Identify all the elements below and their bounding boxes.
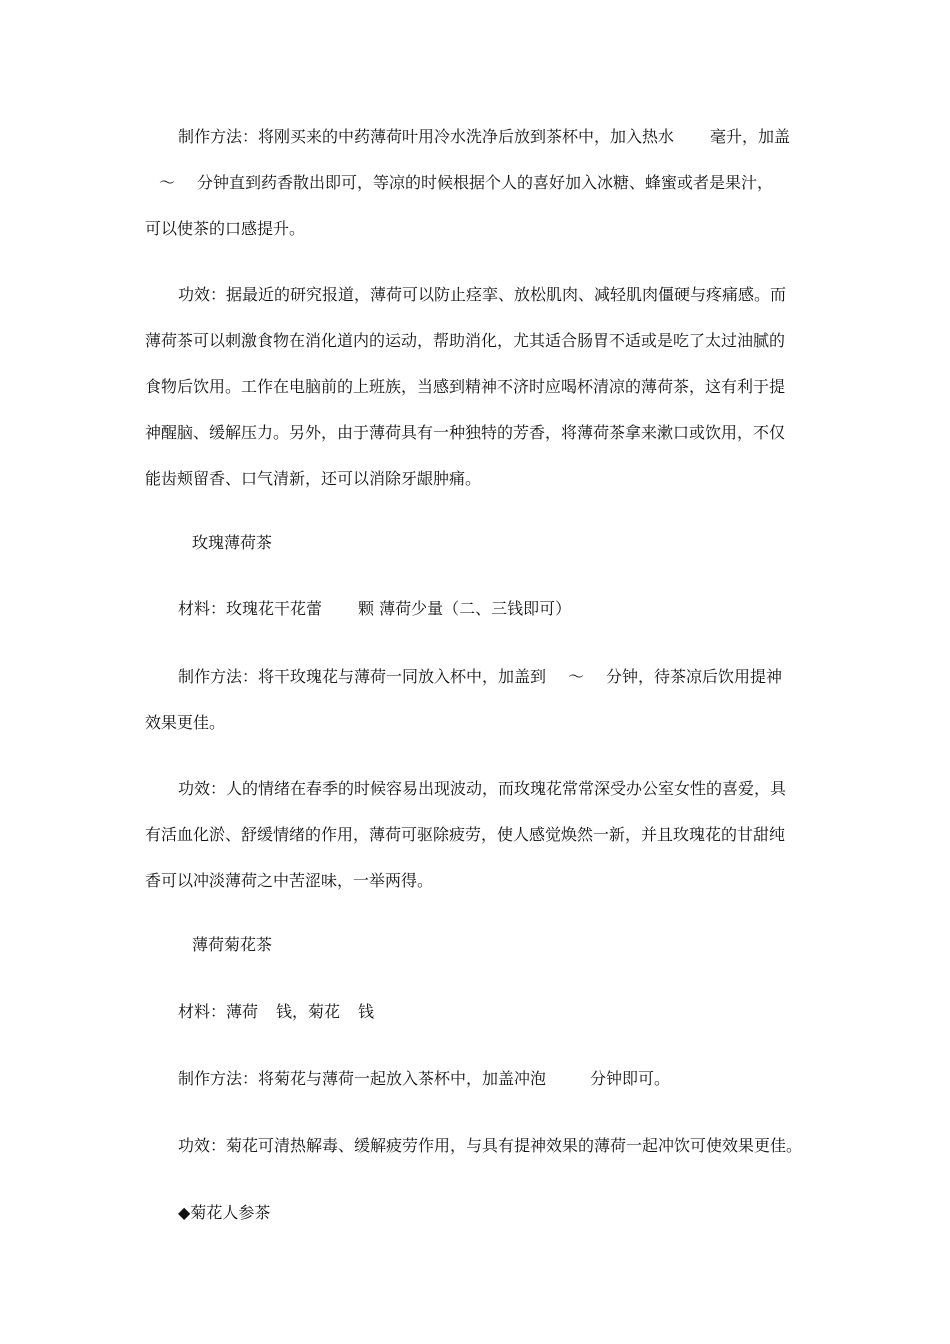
method-text-1b: 毫升，加盖	[710, 127, 791, 146]
rose-method-line-2: 效果更佳。	[145, 713, 226, 732]
mc-method-a: 制作方法：将菊花与薄荷一起放入茶杯中，加盖冲泡	[178, 1069, 547, 1088]
method-line-3: 可以使茶的口感提升。	[145, 219, 306, 238]
mint-chrysanthemum-tea-title: 薄荷菊花茶	[192, 935, 273, 954]
rose-method-text-1c: 分钟，待茶凉后饮用提神	[606, 667, 783, 686]
rose-mint-tea-materials	[178, 598, 571, 620]
rose-method-text-1b: ～	[568, 667, 585, 686]
mc-materials-a: 材料：薄荷	[178, 1002, 259, 1021]
mc-materials-b: 钱，菊花	[276, 1002, 341, 1021]
rose-method-text-1a: 制作方法：将干玫瑰花与薄荷一同放入杯中，加盖到	[178, 667, 547, 686]
mint-chrysanthemum-tea-effect: 功效：菊花可清热解毒、缓解疲劳作用，与具有提神效果的薄荷一起冲饮可使效果更佳。	[178, 1136, 803, 1155]
effect-line-4: 神醒脑、缓解压力。另外，由于薄荷具有一种独特的芳香，将薄荷茶拿来漱口或饮用，不仅	[145, 423, 786, 442]
effect-line-3: 食物后饮用。工作在电脑前的上班族，当感到精神不济时应喝杯清凉的薄荷茶，这有利于提	[145, 377, 786, 396]
method-text-2a: ～	[159, 173, 176, 192]
chrysanthemum-ginseng-tea-title: 菊花人参茶	[190, 1203, 271, 1222]
mc-materials-c: 钱	[358, 1002, 375, 1021]
rose-method-line-1	[145, 654, 815, 700]
method-text-1a: 制作方法：将刚买来的中药薄荷叶用冷水洗净后放到茶杯中，加入热水	[178, 127, 675, 146]
rose-mint-tea-title: 玫瑰薄荷茶	[192, 533, 273, 552]
method-text-2b: 分钟直到药香散出即可，等凉的时候根据个人的喜好加入冰糖、蜂蜜或者是果汁，	[197, 173, 774, 192]
rose-mint-tea-method	[145, 654, 815, 746]
method-line-2	[145, 160, 815, 206]
chrysanthemum-ginseng-tea-heading	[178, 1202, 270, 1224]
mint-tea-method	[145, 114, 815, 252]
rose-effect-line-1: 功效：人的情绪在春季的时候容易出现波动，而玫瑰花常常深受办公室女性的喜爱，具	[178, 779, 787, 798]
rose-mint-tea-effect	[145, 766, 815, 904]
effect-line-5: 能齿颊留香、口气清新，还可以消除牙龈肿痛。	[145, 469, 482, 488]
mint-tea-effect	[145, 272, 815, 502]
effect-line-2: 薄荷茶可以刺激食物在消化道内的运动，帮助消化，尤其适合肠胃不适或是吃了太过油腻的	[145, 331, 786, 350]
effect-line-1: 功效：据最近的研究报道，薄荷可以防止痉挛、放松肌肉、减轻肌肉僵硬与疼痛感。而	[178, 285, 787, 304]
method-line-1	[145, 114, 815, 160]
mint-chrysanthemum-tea-method	[178, 1068, 670, 1090]
diamond-bullet-icon: ◆	[178, 1203, 191, 1222]
rose-effect-line-3: 香可以冲淡薄荷之中苦涩味，一举两得。	[145, 871, 434, 890]
mc-method-b: 分钟即可。	[590, 1069, 671, 1088]
rose-effect-line-2: 有活血化淤、舒缓情绪的作用，薄荷可驱除疲劳，使人感觉焕然一新，并且玫瑰花的甘甜纯	[145, 825, 786, 844]
mint-chrysanthemum-tea-materials	[178, 1001, 374, 1023]
materials-text-b: 颗 薄荷少量（二、三钱即可）	[358, 599, 572, 618]
materials-text-a: 材料：玫瑰花干花蕾	[178, 599, 323, 618]
